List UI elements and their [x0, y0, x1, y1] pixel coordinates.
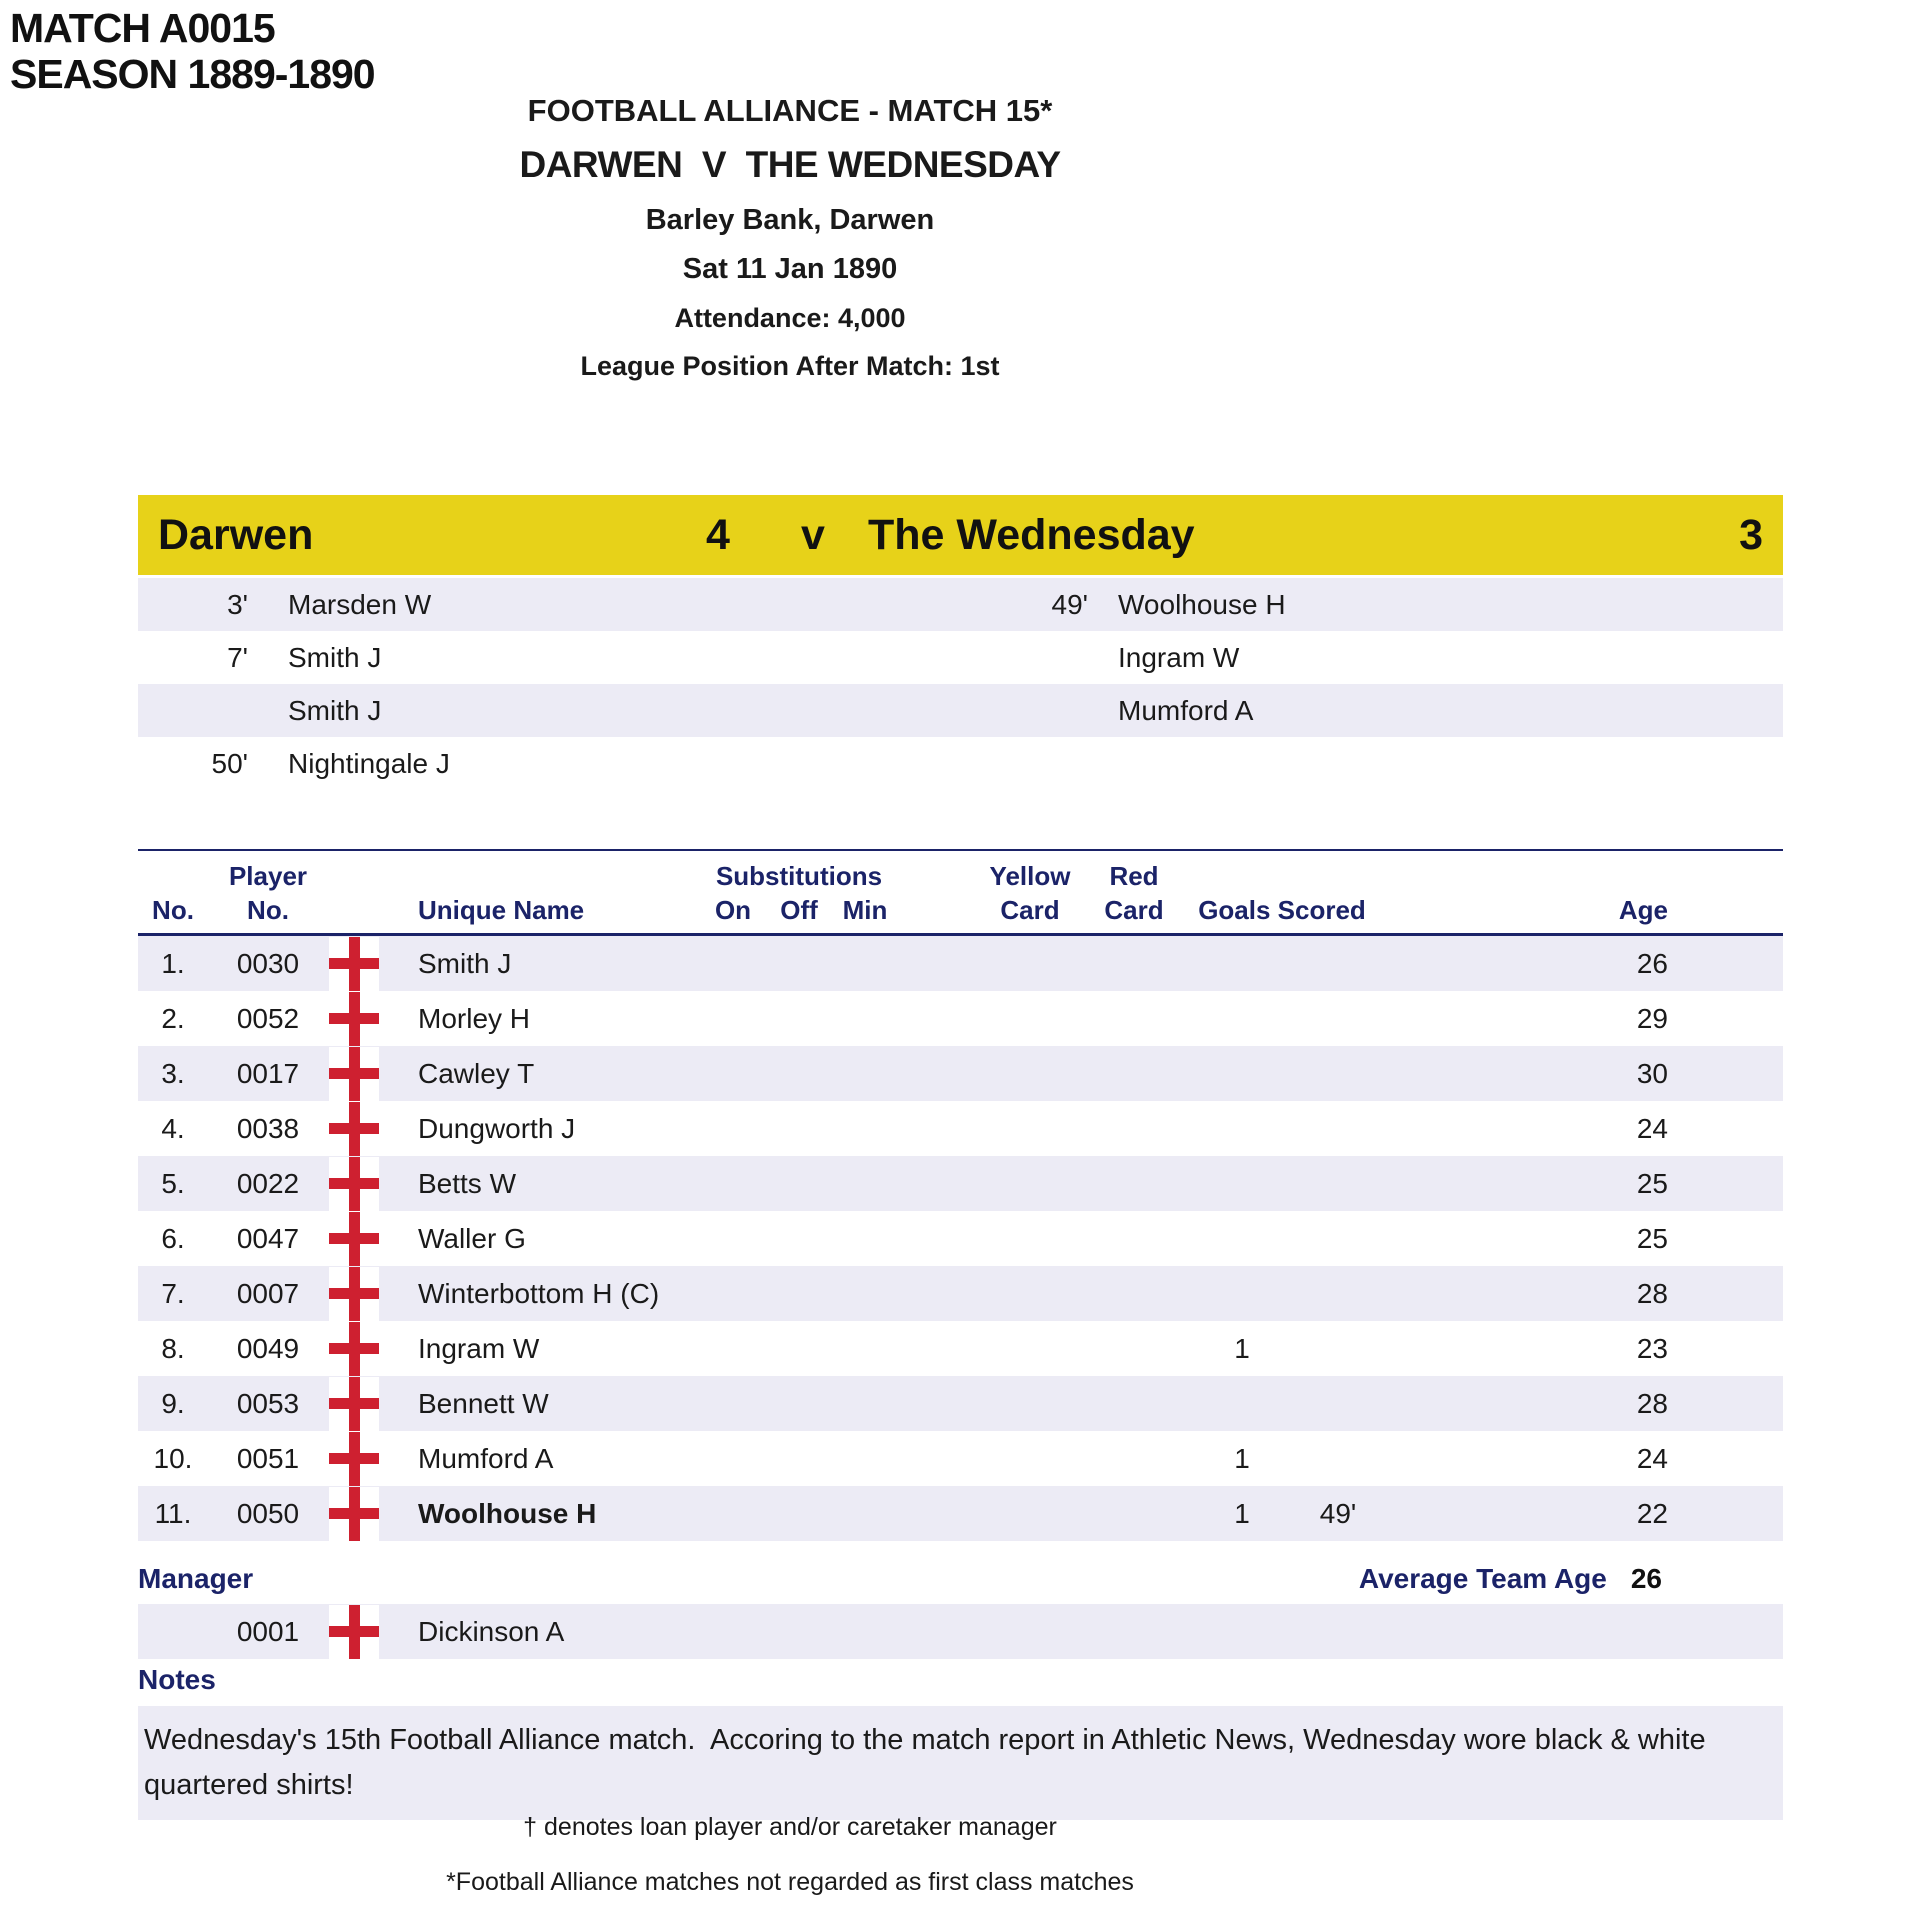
player-row [138, 1101, 1783, 1156]
average-team-age-value: 26 [1630, 1563, 1662, 1594]
player-number: 0050 [236, 1497, 300, 1529]
player-name: Smith J [418, 947, 512, 979]
england-flag-icon [329, 1102, 379, 1156]
league-position: League Position After Match: 1st [580, 351, 1000, 381]
col-header-on: On [714, 894, 752, 925]
england-flag-icon [329, 1047, 379, 1101]
home-score: 4 [706, 510, 730, 559]
goals-scored: 1 [1234, 1442, 1250, 1474]
player-age: 26 [1636, 947, 1668, 979]
home-goal-minute: 50' [211, 747, 248, 779]
col-header-off: Off [780, 894, 818, 925]
player-age: 25 [1636, 1167, 1668, 1199]
shirt-number: 8. [161, 1332, 185, 1364]
player-age: 25 [1636, 1222, 1668, 1254]
shirt-number: 5. [161, 1167, 185, 1199]
col-header-goals-scored: Goals Scored [1198, 894, 1366, 925]
england-flag-icon [329, 1605, 379, 1659]
player-age: 28 [1636, 1387, 1668, 1419]
home-goal-scorer: Nightingale J [288, 747, 450, 779]
player-row [138, 1156, 1783, 1211]
shirt-number: 3. [161, 1057, 185, 1089]
player-age: 24 [1636, 1112, 1668, 1144]
away-team-name: The Wednesday [868, 510, 1195, 559]
shirt-number: 4. [161, 1112, 185, 1144]
player-number: 0022 [236, 1167, 300, 1199]
player-number: 0053 [236, 1387, 300, 1419]
player-number: 0051 [236, 1442, 300, 1474]
manager-section [138, 1604, 1783, 1659]
match-date: Sat 11 Jan 1890 [682, 253, 898, 285]
col-header-red: Red [1109, 860, 1159, 891]
season-label: SEASON 1889-1890 [10, 50, 375, 97]
goals-scored: 1 [1234, 1497, 1250, 1529]
player-number: 0052 [236, 1002, 300, 1034]
player-number: 0007 [236, 1277, 300, 1309]
player-name: Waller G [418, 1222, 526, 1254]
col-header-unique-name: Unique Name [418, 894, 585, 925]
player-row [138, 1046, 1783, 1101]
col-header-yellow-card: Card [1000, 894, 1060, 925]
shirt-number: 1. [161, 947, 185, 979]
player-name: Morley H [418, 1002, 531, 1034]
col-header-min: Min [842, 894, 888, 925]
away-goal-scorer: Mumford A [1118, 694, 1254, 726]
footnote-loan: † denotes loan player and/or caretaker manager [523, 1813, 1057, 1841]
home-team-name: Darwen [158, 510, 314, 559]
goal-row [138, 737, 1783, 790]
manager-label: Manager [138, 1563, 254, 1594]
col-header-player-no: No. [247, 894, 289, 925]
player-age: 22 [1636, 1497, 1668, 1529]
shirt-number: 11. [154, 1497, 192, 1529]
col-header-red-card: Card [1104, 894, 1164, 925]
england-flag-icon [329, 1322, 379, 1376]
player-row [138, 1486, 1783, 1541]
player-age: 28 [1636, 1277, 1668, 1309]
home-goal-scorer: Marsden W [288, 588, 432, 620]
player-name: Ingram W [418, 1332, 540, 1364]
player-name: Cawley T [418, 1057, 535, 1089]
player-age: 23 [1636, 1332, 1668, 1364]
goalscorers-section [138, 578, 1783, 790]
manager-number: 0001 [236, 1615, 300, 1647]
england-flag-icon [329, 1432, 379, 1486]
player-name: Bennett W [418, 1387, 549, 1419]
player-row [138, 1376, 1783, 1431]
competition-title: FOOTBALL ALLIANCE - MATCH 15* [527, 93, 1053, 128]
away-goal-scorer: Ingram W [1118, 641, 1240, 673]
manager-name: Dickinson A [418, 1615, 565, 1647]
versus-separator: v [801, 510, 825, 559]
player-name: Dungworth J [418, 1112, 576, 1144]
shirt-number: 2. [161, 1002, 185, 1034]
goal-row [138, 578, 1783, 631]
player-name: Woolhouse H [418, 1497, 597, 1529]
england-flag-icon [329, 1267, 379, 1321]
player-number: 0030 [236, 947, 300, 979]
match-id: MATCH A0015 [10, 5, 275, 51]
player-row [138, 936, 1783, 991]
player-name: Mumford A [418, 1442, 554, 1474]
manager-average-row [138, 1556, 1783, 1602]
home-goal-scorer: Smith J [288, 694, 382, 726]
footnote-alliance: *Football Alliance matches not regarded as first class matches [446, 1868, 1134, 1896]
shirt-number: 6. [161, 1222, 185, 1254]
fixture-title: DARWEN V THE WEDNESDAY [519, 144, 1061, 185]
player-row [138, 1321, 1783, 1376]
player-number: 0017 [236, 1057, 300, 1089]
player-age: 29 [1636, 1002, 1668, 1034]
player-row [138, 991, 1783, 1046]
england-flag-icon [329, 1487, 379, 1541]
col-header-player: Player [228, 860, 308, 891]
away-goal-scorer: Woolhouse H [1118, 588, 1286, 620]
average-team-age-label: Average Team Age [1358, 1563, 1607, 1594]
notes-label: Notes [138, 1664, 216, 1695]
shirt-number: 9. [161, 1387, 185, 1419]
venue: Barley Bank, Darwen [645, 204, 935, 236]
shirt-number: 7. [161, 1277, 185, 1309]
score-bar [138, 495, 1783, 575]
match-id-block [10, 6, 375, 98]
england-flag-icon [329, 1212, 379, 1266]
goal-row [138, 631, 1783, 684]
col-header-no: No. [152, 894, 194, 925]
notes-text: Wednesday's 15th Football Alliance match. Accoring to the match report in Athletic News, Wednesday wore black & white quartered shirts! [138, 1706, 1783, 1820]
goals-scored: 1 [1234, 1332, 1250, 1364]
player-name: Betts W [418, 1167, 517, 1199]
player-row [138, 1266, 1783, 1321]
home-goal-scorer: Smith J [288, 641, 382, 673]
lineup-table-header [138, 851, 1783, 933]
england-flag-icon [329, 1377, 379, 1431]
home-goal-minute: 3' [227, 588, 248, 620]
away-goal-minute: 49' [1051, 588, 1088, 620]
col-header-substitutions: Substitutions [715, 860, 883, 891]
player-number: 0038 [236, 1112, 300, 1144]
lineup-rows [138, 936, 1783, 1541]
lineup-table [138, 849, 1783, 1541]
player-row [138, 1431, 1783, 1486]
player-age: 30 [1636, 1057, 1668, 1089]
england-flag-icon [329, 992, 379, 1046]
goal-minute: 49' [1319, 1497, 1357, 1529]
col-header-age: Age [1618, 894, 1668, 925]
col-header-yellow: Yellow [989, 860, 1071, 891]
player-row [138, 1211, 1783, 1266]
england-flag-icon [329, 937, 379, 991]
home-goal-minute: 7' [227, 641, 248, 673]
attendance: Attendance: 4,000 [674, 303, 906, 333]
player-age: 24 [1636, 1442, 1668, 1474]
player-number: 0049 [236, 1332, 300, 1364]
shirt-number: 10. [153, 1442, 193, 1474]
goal-row [138, 684, 1783, 737]
away-score: 3 [1739, 510, 1763, 559]
manager-row [138, 1604, 1783, 1659]
player-name: Winterbottom H (C) [418, 1277, 660, 1309]
player-number: 0047 [236, 1222, 300, 1254]
england-flag-icon [329, 1157, 379, 1211]
